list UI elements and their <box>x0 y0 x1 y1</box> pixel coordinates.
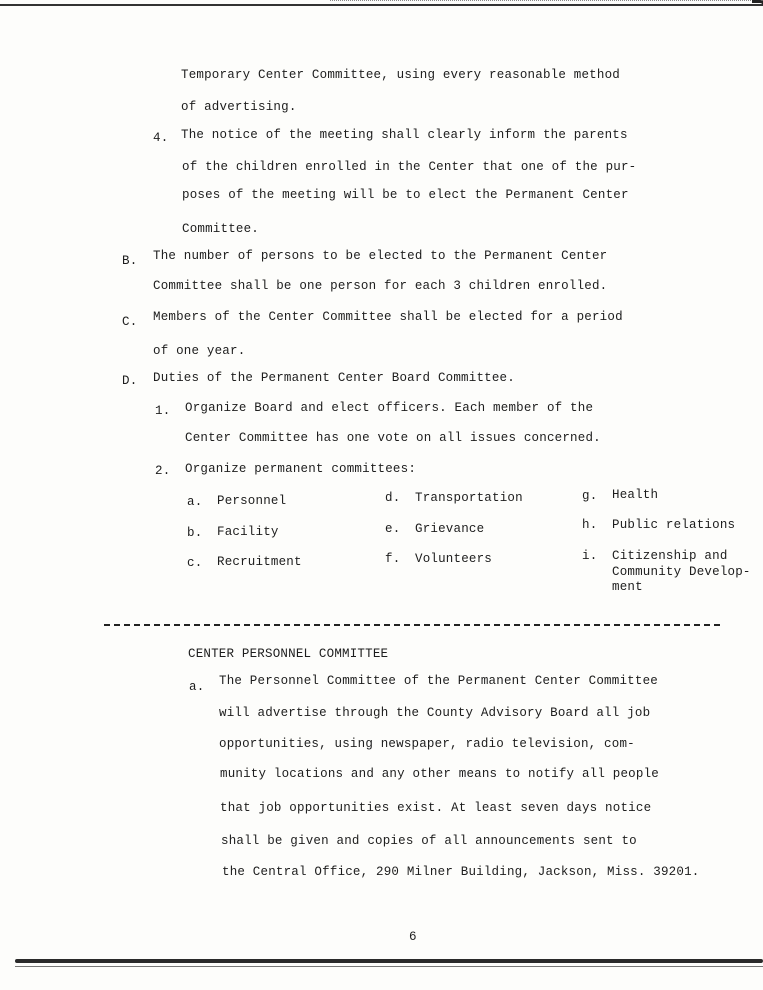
committee-label: f. <box>385 552 401 566</box>
committee-label: e. <box>385 522 401 536</box>
body-line: The number of persons to be elected to the Permanent Center <box>153 249 608 263</box>
top-dotted-line <box>330 0 763 1</box>
committee-name: Facility <box>217 525 279 539</box>
body-line: the Central Office, 290 Milner Building, Jackson, Miss. 39201. <box>222 865 700 879</box>
bottom-border-line <box>15 959 763 963</box>
committee-label: i. <box>582 549 598 563</box>
bottom-thin-line <box>15 966 763 967</box>
page-corner-mark <box>752 0 763 11</box>
page-number: 6 <box>409 930 417 944</box>
body-line: Center Committee has one vote on all issues concerned. <box>185 431 601 445</box>
body-line: Organize Board and elect officers. Each member of the <box>185 401 594 415</box>
committee-label: g. <box>582 489 598 503</box>
body-line: Organize permanent committees: <box>185 462 417 476</box>
body-line: that job opportunities exist. At least seven days notice <box>220 801 652 815</box>
item-label: 1. <box>155 404 171 418</box>
body-line: poses of the meeting will be to elect the Permanent Center <box>182 188 629 202</box>
committee-name: Citizenship and <box>612 549 728 563</box>
body-line: of advertising. <box>181 100 297 114</box>
section-label: D. <box>122 374 138 388</box>
section-label: C. <box>122 315 138 329</box>
committee-name: Transportation <box>415 491 523 505</box>
body-line: of one year. <box>153 344 246 358</box>
committee-name-continued: Community Develop- <box>612 565 751 579</box>
body-line: The Personnel Committee of the Permanent Center Committee <box>219 674 658 688</box>
body-line: Committee. <box>182 222 260 236</box>
body-line: of the children enrolled in the Center that one of the pur- <box>182 160 637 174</box>
item-label: a. <box>189 680 205 694</box>
committee-name-continued: ment <box>612 580 643 594</box>
committee-name: Public relations <box>612 518 736 532</box>
top-border-line <box>0 4 763 6</box>
committee-label: b. <box>187 526 203 540</box>
section-label: B. <box>122 254 138 268</box>
body-line: Temporary Center Committee, using every reasonable method <box>181 68 620 82</box>
item-label: 4. <box>153 131 169 145</box>
body-line: Committee shall be one person for each 3 children enrolled. <box>153 279 608 293</box>
body-line: shall be given and copies of all announcements sent to <box>221 834 637 848</box>
committee-label: h. <box>582 518 598 532</box>
committee-name: Health <box>612 488 659 502</box>
body-line: munity locations and any other means to notify all people <box>220 767 659 781</box>
committee-label: d. <box>385 491 401 505</box>
committee-name: Volunteers <box>415 552 493 566</box>
committee-name: Personnel <box>217 494 287 508</box>
committee-label: c. <box>187 556 203 570</box>
body-line: Duties of the Permanent Center Board Committee. <box>153 371 515 385</box>
body-line: opportunities, using newspaper, radio television, com- <box>219 737 635 751</box>
item-label: 2. <box>155 464 171 478</box>
body-line: will advertise through the County Advisory Board all job <box>219 706 651 720</box>
section-divider <box>104 624 720 626</box>
body-line: The notice of the meeting shall clearly inform the parents <box>181 128 628 142</box>
section-heading: CENTER PERSONNEL COMMITTEE <box>188 647 389 661</box>
committee-name: Recruitment <box>217 555 302 569</box>
body-line: Members of the Center Committee shall be elected for a period <box>153 310 623 324</box>
committee-name: Grievance <box>415 522 485 536</box>
committee-label: a. <box>187 495 203 509</box>
